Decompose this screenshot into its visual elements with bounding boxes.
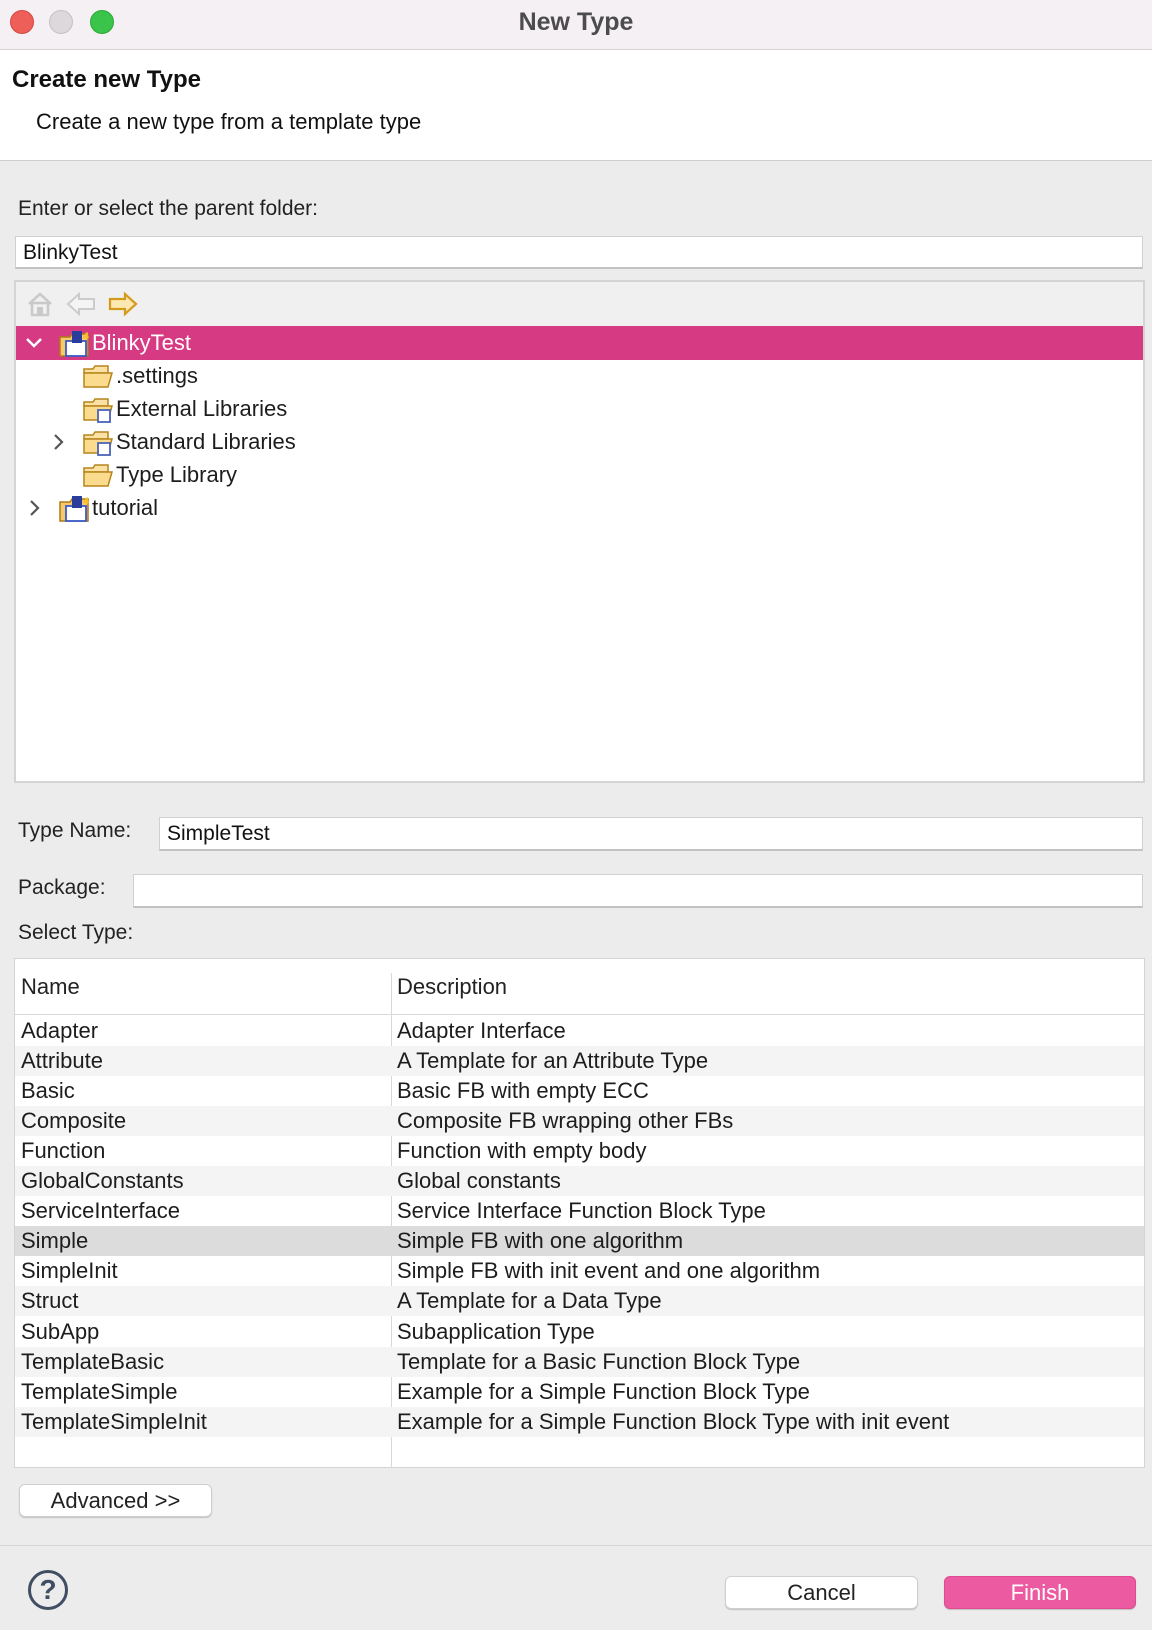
type-name-cell: Simple — [21, 1228, 89, 1254]
package-label: Package: — [18, 876, 106, 899]
table-row[interactable] — [15, 1317, 1144, 1347]
type-name-cell: TemplateSimple — [21, 1378, 178, 1404]
folder-icon — [82, 462, 116, 490]
type-name-cell: Basic — [21, 1078, 75, 1104]
tree-item-label: Type Library — [116, 462, 238, 487]
type-description-cell: Adapter Interface — [397, 1018, 566, 1043]
tree-item-label: External Libraries — [116, 396, 288, 421]
back-arrow-icon[interactable] — [66, 291, 94, 317]
chevron-right-icon[interactable] — [48, 425, 68, 459]
advanced-button[interactable]: Advanced >> — [19, 1484, 212, 1517]
tree-item-external-libraries[interactable] — [16, 392, 1143, 426]
type-name-input[interactable]: SimpleTest — [159, 817, 1143, 851]
wizard-description: Create a new type from a template type — [36, 109, 422, 134]
type-name-label: Type Name: — [18, 819, 132, 842]
tree-toolbar — [16, 282, 1143, 326]
svg-text:4: 4 — [83, 332, 90, 342]
type-description-cell: Simple FB with init event and one algorithm — [397, 1258, 821, 1284]
table-row[interactable] — [15, 1166, 1144, 1196]
table-row[interactable] — [15, 1226, 1144, 1256]
project-icon — [58, 495, 92, 523]
tree-item-settings[interactable] — [16, 359, 1143, 393]
footer-divider — [0, 1545, 1152, 1546]
wizard-header — [0, 50, 1152, 161]
table-row[interactable] — [15, 1046, 1144, 1076]
project-icon — [58, 330, 92, 358]
tree-item-label: tutorial — [92, 495, 159, 520]
help-icon[interactable]: ? — [28, 1570, 68, 1610]
table-row[interactable] — [15, 1256, 1144, 1286]
type-description-cell: A Template for an Attribute Type — [397, 1048, 709, 1074]
type-name-cell: Attribute — [21, 1048, 103, 1074]
tree-item-label: BlinkyTest — [92, 330, 192, 355]
parent-folder-label: Enter or select the parent folder: — [18, 197, 318, 220]
type-description-cell: Global constants — [397, 1168, 561, 1194]
type-description-cell: Service Interface Function Block Type — [397, 1198, 766, 1224]
svg-text:4: 4 — [83, 497, 90, 507]
folder-icon — [82, 363, 116, 391]
type-name-cell: ServiceInterface — [21, 1198, 180, 1224]
type-name-cell: Composite — [21, 1108, 127, 1134]
linked-folder-icon — [82, 429, 116, 457]
tree-item-label: .settings — [116, 363, 198, 388]
type-name-cell: Struct — [21, 1288, 79, 1314]
table-row[interactable] — [15, 1076, 1144, 1106]
type-description-cell: Composite FB wrapping other FBs — [397, 1108, 734, 1134]
cancel-button[interactable]: Cancel — [725, 1576, 918, 1609]
table-row[interactable] — [15, 1407, 1144, 1437]
tree-item-standard-libraries[interactable] — [16, 425, 1143, 459]
tree-item-label: Standard Libraries — [116, 429, 296, 454]
type-description-cell: Basic FB with empty ECC — [397, 1078, 649, 1104]
type-name-cell: GlobalConstants — [21, 1168, 184, 1194]
type-name-cell: SubApp — [21, 1318, 100, 1344]
tree-item-type-library[interactable] — [16, 458, 1143, 492]
home-icon[interactable] — [26, 291, 54, 317]
type-name-cell: SimpleInit — [21, 1258, 118, 1284]
folder-tree — [14, 280, 1145, 783]
finish-button[interactable]: Finish — [944, 1576, 1136, 1609]
package-input[interactable] — [133, 874, 1143, 908]
tree-item-blinkytest[interactable] — [16, 326, 1143, 360]
type-name-cell: Adapter — [21, 1018, 99, 1043]
window-title: New Type — [518, 8, 634, 36]
chevron-down-icon[interactable] — [24, 326, 44, 360]
type-description-cell: Function with empty body — [397, 1138, 647, 1164]
type-description-cell: Template for a Basic Function Block Type — [397, 1348, 801, 1374]
type-name-cell: TemplateSimpleInit — [21, 1408, 207, 1434]
type-description-cell: Subapplication Type — [397, 1318, 595, 1344]
title-bar — [0, 0, 1152, 50]
column-header-name[interactable]: Name — [21, 974, 80, 999]
forward-arrow-icon[interactable] — [108, 291, 136, 317]
type-name-cell: TemplateBasic — [21, 1348, 165, 1374]
wizard-title: Create new Type — [12, 66, 201, 93]
tree-item-tutorial[interactable] — [16, 491, 1143, 525]
type-description-cell: A Template for a Data Type — [397, 1288, 662, 1314]
table-row[interactable] — [15, 1016, 1144, 1046]
parent-folder-input[interactable]: BlinkyTest — [15, 236, 1143, 269]
table-row[interactable] — [15, 1377, 1144, 1407]
table-row[interactable] — [15, 1347, 1144, 1377]
type-name-cell: Function — [21, 1138, 106, 1164]
table-row[interactable] — [15, 1136, 1144, 1166]
select-type-label: Select Type: — [18, 921, 134, 944]
table-row[interactable] — [15, 1196, 1144, 1226]
linked-folder-icon — [82, 396, 116, 424]
type-description-cell: Simple FB with one algorithm — [397, 1228, 684, 1254]
chevron-right-icon[interactable] — [24, 491, 44, 525]
table-row[interactable] — [15, 1286, 1144, 1316]
table-row[interactable] — [15, 1106, 1144, 1136]
table-header — [15, 959, 1144, 1015]
type-table — [14, 958, 1145, 1468]
type-description-cell: Example for a Simple Function Block Type with init event — [397, 1408, 950, 1434]
type-description-cell: Example for a Simple Function Block Type — [397, 1378, 810, 1404]
column-header-description[interactable]: Description — [397, 974, 508, 999]
